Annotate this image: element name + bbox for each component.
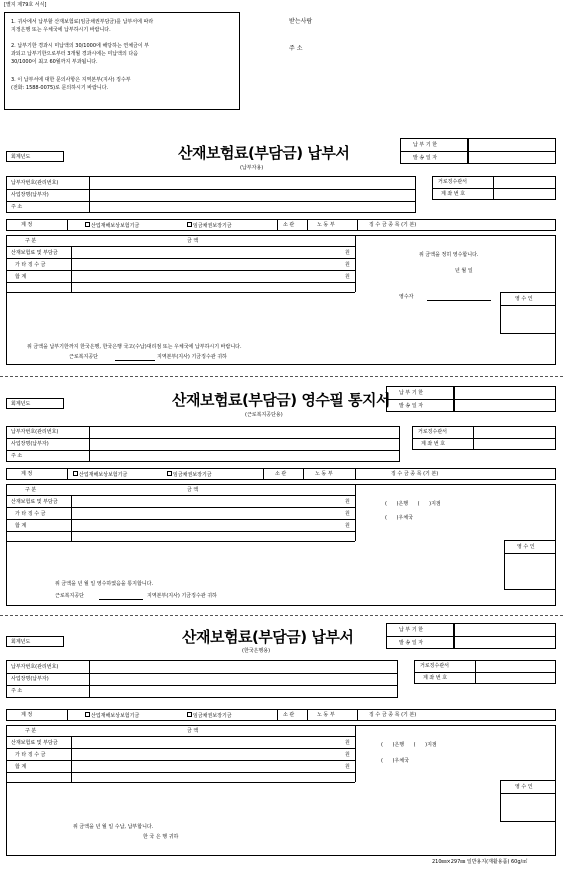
recipient-label: 받는사람 [289, 18, 313, 25]
category-header: 구 분 [25, 238, 37, 244]
collector-label: 거로징수관서 [418, 429, 447, 435]
due-issue-value[interactable] [468, 138, 556, 164]
won-unit: 원 [345, 764, 350, 770]
collection-type-label: 징 수 금 종 목 (기 본) [369, 712, 417, 718]
receipt-stamp-box [504, 540, 556, 590]
receiver-label: 영수자 [399, 294, 414, 300]
row-other-label: 가 타 징 수 금 [15, 511, 46, 517]
jurisdiction-label: 소 관 [283, 712, 295, 718]
row-total-label: 합 계 [15, 523, 27, 529]
account-number-label: 계 좌 번 호 [441, 191, 466, 197]
fiscal-year-label: 회계년도 [11, 639, 31, 645]
row-premium-label: 산재보험료 및 부담금 [11, 740, 58, 746]
notice-statement: 위 금액을 년 월 일 수납, 납부합니다. [73, 824, 154, 830]
notice-line: 30/1000이 최고 60월까지 부과됩니다. [11, 59, 98, 65]
account-number-label: 계 좌 번 호 [421, 441, 446, 447]
won-unit: 원 [345, 499, 350, 505]
account-row [6, 219, 556, 231]
fiscal-year-label: 회계년도 [11, 154, 31, 160]
address-label: 주 소 [11, 204, 23, 210]
due-date-label: 납 부 기 한 [413, 142, 438, 148]
amount-area [6, 484, 556, 606]
jurisdiction-label: 소 관 [283, 222, 295, 228]
fund-option-2[interactable]: 임금채권보장기금 [167, 471, 212, 478]
won-unit: 원 [345, 523, 350, 529]
collector-table [414, 660, 556, 684]
bank-line: ( )은행 ( )지점 [385, 501, 441, 507]
stamp-label: 영 수 인 [515, 296, 533, 302]
agency-branch: 지역본부(지사) 기금징수관 귀하 [147, 593, 217, 599]
account-number-label: 계 좌 번 호 [423, 675, 448, 681]
notice-box [4, 12, 240, 110]
notice-line: 지정은행 또는 우체국에 납부하시기 바랍니다. [11, 27, 111, 33]
row-other-label: 가 타 징 수 금 [15, 262, 46, 268]
due-date-label: 납 부 기 한 [399, 627, 424, 633]
won-unit: 원 [345, 511, 350, 517]
post-line: ( )우체국 [385, 515, 413, 521]
payer-info-table [6, 176, 416, 213]
won-unit: 원 [345, 262, 350, 268]
section-subtitle: (한국은행용) [242, 648, 271, 654]
stamp-label: 영 수 인 [517, 544, 535, 550]
account-label: 계 정 [21, 222, 33, 228]
stamp-label: 영 수 인 [515, 784, 533, 790]
section-subtitle: (납부자용) [240, 165, 264, 171]
bank-recipient: 한 국 은 행 귀하 [143, 834, 179, 840]
category-header: 구 분 [25, 487, 37, 493]
collector-table [432, 176, 556, 200]
receipt-statement: 위 금액을 정히 영수합니다. [419, 252, 479, 258]
notice-line: (전화: 1588-0075)로 문의하시기 바랍니다. [11, 85, 109, 91]
account-row [6, 709, 556, 721]
payer-number-label: 납부자번호(관리번호) [11, 180, 59, 186]
fund-option-2[interactable]: 임금채권보장기금 [187, 222, 232, 229]
won-unit: 원 [345, 752, 350, 758]
amount-header: 금 액 [187, 238, 199, 244]
notice-line: 과되고 납부기한으로부터 3개월 경과시에는 미납액의 다음 [11, 51, 139, 57]
issue-date-label: 발 송 일 자 [413, 155, 438, 161]
category-header: 구 분 [25, 728, 37, 734]
business-name-label: 사업장명(납부자) [11, 441, 49, 447]
due-issue-box [386, 386, 454, 412]
row-premium-label: 산재보험료 및 부담금 [11, 499, 58, 505]
business-name-label: 사업장명(납부자) [11, 676, 49, 682]
amount-header: 금 액 [187, 728, 199, 734]
fiscal-year-label: 회계년도 [11, 401, 31, 407]
notice-line: 1. 귀사에서 납부할 산재보험료(임금채권부담금)를 납부서에 따라 [11, 19, 154, 25]
fiscal-year-field[interactable] [6, 398, 64, 409]
row-total-label: 합 계 [15, 274, 27, 280]
notice-statement: 위 금액을 년 월 일 영수하였음을 통지합니다. [55, 581, 154, 587]
collection-type-label: 징 수 금 종 목 (기 본) [391, 471, 439, 477]
section-title: 산재보험료(부담금) 납부서 [178, 144, 350, 162]
payer-info-table [6, 660, 398, 698]
due-issue-box [386, 623, 454, 649]
paper-spec: 210㎜×297㎜ 일반용지(재활용품) 60g/㎡ [432, 859, 528, 865]
receipt-stamp-box [500, 292, 556, 334]
address-label: 주 소 [289, 45, 303, 52]
due-issue-value[interactable] [454, 386, 556, 412]
amount-header: 금 액 [187, 487, 199, 493]
won-unit: 원 [345, 250, 350, 256]
account-label: 계 정 [21, 471, 33, 477]
section-subtitle: (근로복지공단용) [245, 412, 283, 418]
cut-line [0, 376, 563, 377]
receipt-stamp-box [500, 780, 556, 822]
issue-date-label: 발 송 일 자 [399, 403, 424, 409]
collection-type-label: 징 수 금 종 목 (기 본) [369, 222, 417, 228]
ministry-label: 노 동 부 [315, 471, 333, 477]
address-label: 주 소 [11, 453, 23, 459]
due-date-label: 납 부 기 한 [399, 390, 424, 396]
payer-number-label: 납부자번호(관리번호) [11, 664, 59, 670]
bank-line: ( )은행 ( )지점 [381, 742, 437, 748]
post-line: ( )우체국 [381, 758, 409, 764]
due-issue-value[interactable] [454, 623, 556, 649]
notice-line: 2. 납부기한 경과시 미납액의 30/1000에 해당하는 연체금이 부 [11, 43, 150, 49]
ministry-label: 노 동 부 [317, 712, 335, 718]
collector-table [412, 426, 556, 450]
business-name-label: 사업장명(납부자) [11, 192, 49, 198]
fiscal-year-field[interactable] [6, 636, 64, 647]
issue-date-label: 발 송 일 자 [399, 640, 424, 646]
row-other-label: 가 타 징 수 금 [15, 752, 46, 758]
fiscal-year-field[interactable] [6, 151, 64, 162]
fund-option-2[interactable]: 임금채권보장기금 [187, 712, 232, 719]
row-total-label: 합 계 [15, 764, 27, 770]
form-number: [별지 제79호 서식] [4, 2, 47, 8]
fund-option-1[interactable]: 산업재해보상보험기금 [85, 712, 139, 719]
collector-label: 거로징수관서 [420, 663, 449, 669]
due-issue-box [400, 138, 468, 164]
collector-label: 거로징수관서 [438, 179, 467, 185]
address-label: 주 소 [11, 688, 23, 694]
cut-line [0, 615, 563, 616]
receipt-date: 년 월 일 [455, 268, 473, 274]
payer-number-label: 납부자번호(관리번호) [11, 429, 59, 435]
section-title: 산재보험료(부담금) 영수필 통지서 [172, 391, 391, 409]
agency-branch: 지역본부(지사) 기금징수관 귀하 [157, 354, 227, 360]
account-label: 계 정 [21, 712, 33, 718]
notice-line: 3. 이 납부서에 대한 문의사항은 지역본부(지사) 징수부 [11, 77, 131, 83]
row-premium-label: 산재보험료 및 부담금 [11, 250, 58, 256]
payment-instruction: 위 금액을 납부기한까지 한국은행, 한국은행 국고(수납)대리점 또는 우체국에 납부하시기 바랍니다. [27, 344, 242, 350]
fund-option-1[interactable]: 산업재해보상보험기금 [85, 222, 139, 229]
jurisdiction-label: 소 관 [275, 471, 287, 477]
agency-name: 근로복지공단 [69, 354, 98, 360]
won-unit: 원 [345, 274, 350, 280]
agency-name: 근로복지공단 [55, 593, 84, 599]
ministry-label: 노 동 부 [317, 222, 335, 228]
amount-area [6, 235, 556, 365]
section-title: 산재보험료(부담금) 납부서 [182, 628, 354, 646]
account-row [6, 468, 556, 480]
amount-area [6, 725, 556, 856]
payer-info-table [6, 426, 400, 462]
won-unit: 원 [345, 740, 350, 746]
fund-option-1[interactable]: 산업재해보상보험기금 [73, 471, 127, 478]
